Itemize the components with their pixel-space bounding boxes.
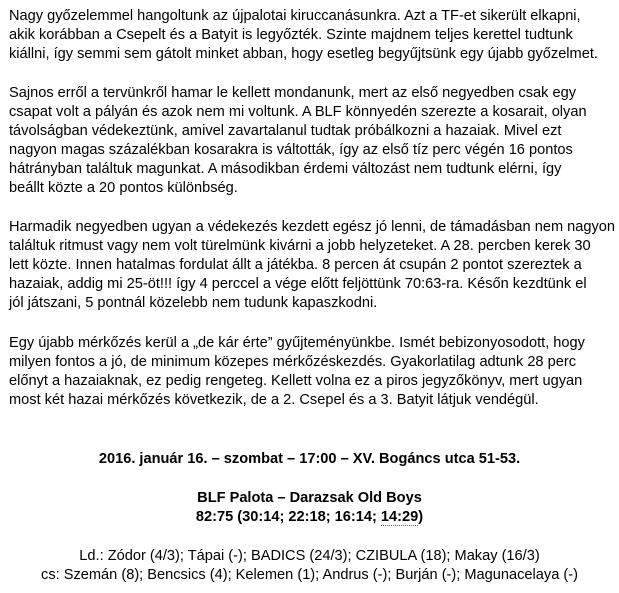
- text-line: milyen fontos a jó, de minimum közepes mérkőzéskezdés. Gyakorlatilag adtunk 28 perc: [9, 354, 576, 370]
- match-info: 2016. január 16. – szombat – 17:00 – XV. Bogáncs utca 51-53.: [98, 451, 521, 467]
- paragraph-second-half: [9, 218, 615, 313]
- text-line: előnyt a hazaiaknak, ez pedig rengeteg. Kellett volna ez a piros jegyzőkönyv, mert ugyan: [9, 373, 583, 389]
- text-line: kiállni, így semmi sem gátolt minket abban, hogy esetleg begyűjtsünk egy újabb győzelmet.: [9, 46, 598, 62]
- text-line: hazaiak, addig mi 25-öt!!! így 4 perccel a vége előtt feljöttünk 70:63-ra. Későn kezdtünk el: [9, 276, 587, 292]
- text-line: hátrányban találtuk magunkat. A másodikban érdemi változást nem tudtunk elérni, így: [9, 161, 562, 177]
- match-score: [0, 508, 619, 527]
- text-line: csapat volt a pályán és azok nem mi voltunk. A BLF könnyedén szerezte a kosarait, olyan: [9, 104, 587, 120]
- text-line: nagyon magas százalékban kosarakra is váltották, így az első tíz perc végén 16 pontos: [9, 142, 573, 158]
- text-line: jól játszani, 5 pontnál közelebb nem tudunk kapaszkodni.: [9, 295, 378, 311]
- match-teams: BLF Palota – Darazsak Old Boys: [197, 490, 422, 506]
- text-line: távolságban védekeztünk, amivel zavartalanul tudtak próbálkozni a hazaiak. Mivel ezt: [9, 123, 562, 139]
- starting-lineup: Ld.: Zódor (4/3); Tápai (-); BADICS (24/3); CZIBULA (18); Makay (16/3): [79, 548, 540, 564]
- text-line: beállt közte a 20 pontos különbség.: [9, 180, 238, 196]
- text-line: Harmadik negyedben ugyan a védekezés kezdett egész jó lenni, de támadásban nem nagyon: [9, 219, 616, 235]
- text-line: lett közte. Innen hatalmas fordulat állt a játékba. 8 percen át csupán 2 pontot szereztek a: [9, 257, 582, 273]
- score-last-quarter: 14:29: [380, 509, 419, 525]
- score-closing: ): [418, 509, 424, 525]
- bench-lineup: cs: Szemán (8); Bencsics (4); Kelemen (1); Andrus (-); Burján (-); Magunacelaya (-): [41, 567, 578, 583]
- score-quarters: 82:75 (30:14; 22:18; 16:14;: [195, 509, 381, 525]
- paragraph-summary: [9, 334, 615, 410]
- paragraph-intro: [9, 7, 615, 64]
- text-line: Sajnos erről a tervünkről hamar le kellett mondanunk, mert az első negyedben csak egy: [9, 85, 577, 101]
- text-line: akik korábban a Csepelt és a Batyit is legyőzték. Szinte majdnem teljes kerettel tudtunk: [9, 27, 573, 43]
- text-line: Egy újabb mérkőzés kerül a „de kár érte” gyűjteményünkbe. Ismét bebizonyosodott, hogy: [9, 335, 585, 351]
- text-line: most két hazai mérkőzés következik, de a 2. Csepel és a 3. Batyit látjuk vendégül.: [9, 392, 539, 408]
- paragraph-first-half: [9, 84, 615, 198]
- text-line: Nagy győzelemmel hangoltunk az újpalotai kiruccanásunkra. Azt a TF-et sikerült elkapni,: [9, 8, 581, 24]
- text-line: találtuk ritmust vagy nem volt türelmünk kivárni a jobb helyzeteket. A 28. percben kerek 30: [9, 238, 591, 254]
